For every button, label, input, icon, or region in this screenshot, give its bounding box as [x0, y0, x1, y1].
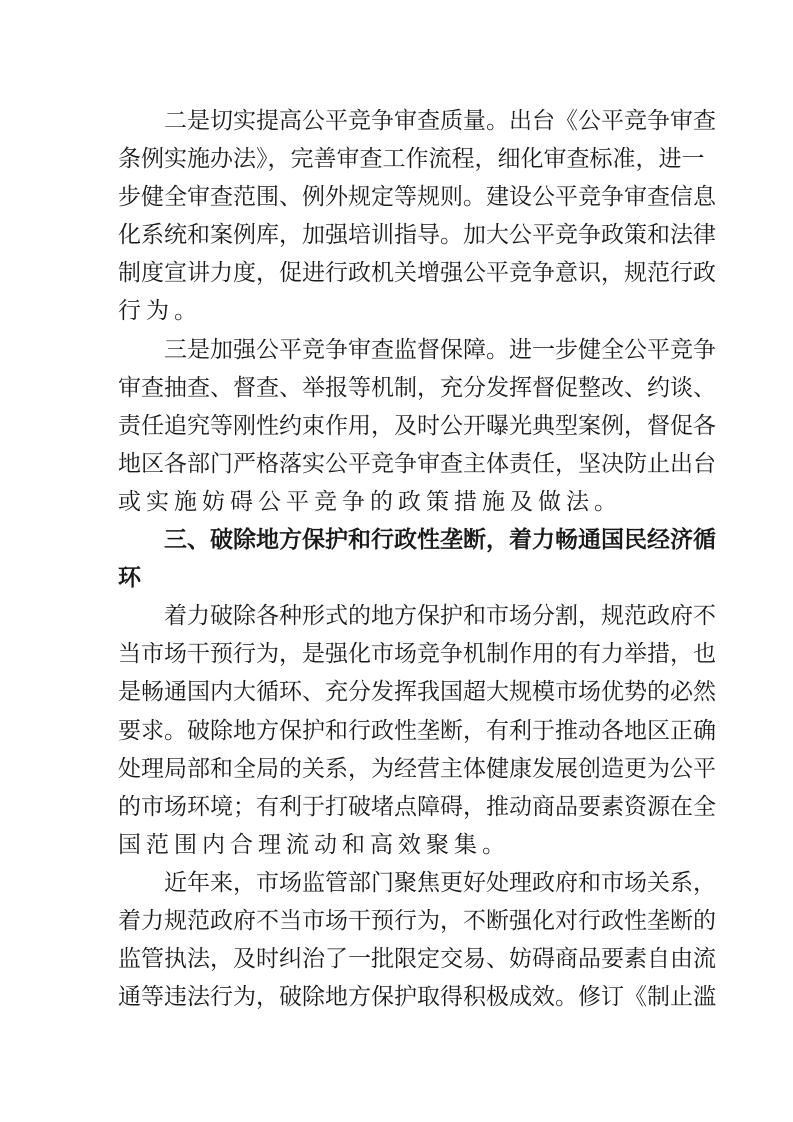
text-line: 三是加强公平竞争审查监督保障。进一步健全公平竞争: [164, 336, 716, 363]
text-line: 当市场干预行为，是强化市场竞争机制作用的有力举措，也: [118, 641, 716, 668]
text-line: 的市场环境；有利于打破堵点障碍，推动商品要素资源在全: [118, 793, 716, 820]
section-heading: [118, 521, 716, 597]
text-line: 通等违法行为，破除地方保护取得积极成效。修订《制止滥: [118, 984, 716, 1011]
paragraph: [118, 864, 716, 1016]
text-line: 要求。破除地方保护和行政性垄断，有利于推动各地区正确: [118, 717, 716, 744]
text-line: 着力规范政府不当市场干预行为，不断强化对行政性垄断的: [118, 907, 716, 934]
text-line: 三、破除地方保护和行政性垄断，着力畅通国民经济循: [164, 527, 716, 554]
text-line: 地区各部门严格落实公平竞争审查主体责任，坚决防止出台: [118, 450, 716, 477]
paragraph: [118, 331, 716, 521]
text-line: 条例实施办法》，完善审查工作流程，细化审查标准，进一: [118, 146, 705, 173]
text-line: 制度宣讲力度，促进行政机关增强公平竞争意识，规范行政: [118, 260, 716, 287]
text-line: 行为。: [118, 298, 202, 325]
text-line: 国范围内合理流动和高效聚集。: [118, 831, 510, 858]
text-line: 责任追究等刚性约束作用，及时公开曝光典型案例，督促各: [118, 412, 716, 439]
text-line: 近年来，市场监管部门聚焦更好处理政府和市场关系，: [164, 869, 716, 896]
text-line: 或实施妨碍公平竞争的政策措施及做法。: [118, 488, 622, 515]
text-line: 环: [118, 565, 146, 592]
text-line: 步健全审查范围、例外规定等规则。建设公平竞争审查信息: [118, 184, 716, 211]
text-line: 二是切实提高公平竞争审查质量。出台《公平竞争审查: [164, 108, 716, 134]
text-line: 是畅通国内大循环、充分发挥我国超大规模市场优势的必然: [118, 679, 716, 706]
document-page: [118, 102, 716, 1016]
text-line: 着力破除各种形式的地方保护和市场分割，规范政府不: [164, 603, 716, 630]
paragraph: [118, 102, 716, 331]
paragraph: [118, 597, 716, 864]
text-line: 化系统和案例库，加强培训指导。加大公平竞争政策和法律: [118, 222, 716, 249]
text-line: 处理局部和全局的关系，为经营主体健康发展创造更为公平: [118, 755, 716, 782]
text-line: 监管执法，及时纠治了一批限定交易、妨碍商品要素自由流: [118, 946, 716, 973]
text-line: 审查抽查、督查、举报等机制，充分发挥督促整改、约谈、: [118, 374, 716, 401]
